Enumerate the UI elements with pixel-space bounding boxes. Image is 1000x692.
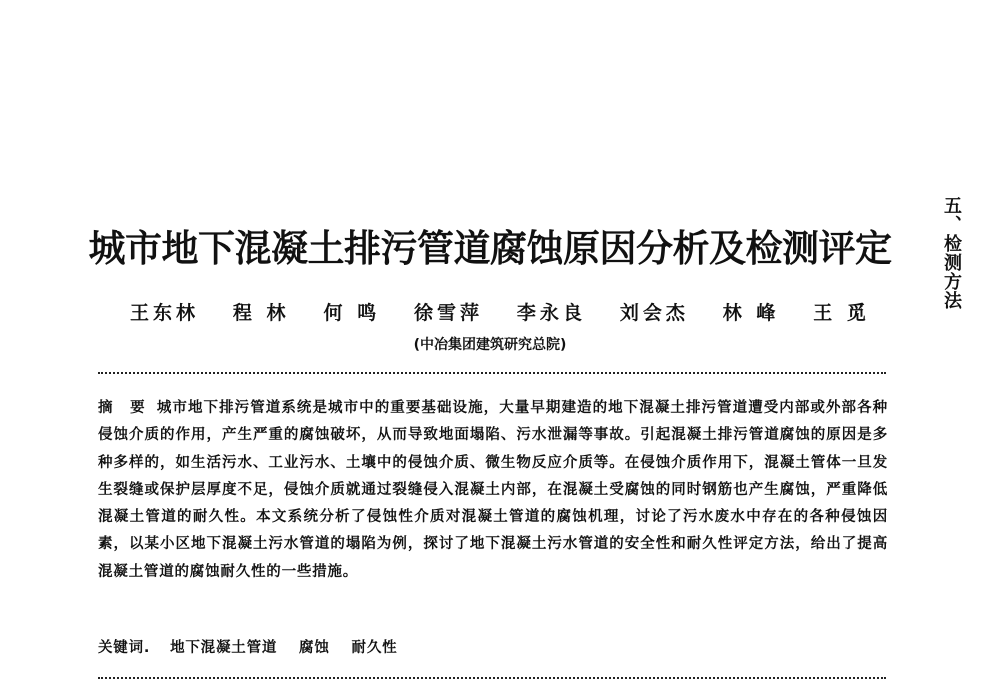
abstract-label: 摘 要 [98,400,151,416]
author-name: 王 觅 [813,302,870,324]
keywords-line: 关键词. 地下混凝土管道 腐蚀 耐久性 [98,640,398,656]
author-name: 林 峰 [722,302,780,324]
abstract-text: 城市地下排污管道系统是城市中的重要基础设施，大量早期建造的地下混凝土排污管道遭受内部或外部各种侵蚀介质的作用，产生严重的腐蚀破坏，从而导致地面塌陷、污水泄漏等事故。引起混凝土排污管道腐蚀的原因是多种多样的，如生活污水、工业污水、土壤中的侵蚀介质、微生物反应介质等。在侵蚀介质作用下，混凝土管体一旦发生裂缝或保护层厚度不足，侵蚀介质就通过裂缝侵入混凝土内部，在混凝土受腐蚀的同时钢筋也产生腐蚀，严重降低混凝土管道的耐久性。本文系统分析了侵蚀性介质对混凝土管道的腐蚀机理，讨论了污水废水中存在的各种侵蚀因素，以某小区地下混凝土污水管道的塌陷为例，探讨了地下混凝土污水管道的安全性和耐久性评定方法，给出了提高混凝土管道的腐蚀耐久性的一些措施。 [98,400,888,580]
keyword-item: 地下混凝土管道 [170,640,278,656]
author-list [130,298,870,325]
author-name: 李永良 [516,302,586,324]
author-name: 王东林 [130,302,200,324]
abstract-block [98,395,888,586]
keywords-label: 关键词 [98,640,144,656]
paper-title: 城市地下混凝土排污管道腐蚀原因分析及检测评定 [88,226,892,270]
dotted-divider-bottom [98,677,886,679]
author-name: 何 鸣 [323,302,381,324]
keyword-item: 耐久性 [351,640,398,656]
author-name: 徐雪萍 [413,302,483,324]
author-name: 刘会杰 [619,302,689,324]
keyword-item: 腐蚀 [299,640,330,656]
author-name: 程 林 [232,302,290,324]
dotted-divider-top [98,372,886,374]
section-side-tab: 五、检测方法 [941,196,962,310]
affiliation: (中冶集团建筑研究总院) [413,337,567,353]
